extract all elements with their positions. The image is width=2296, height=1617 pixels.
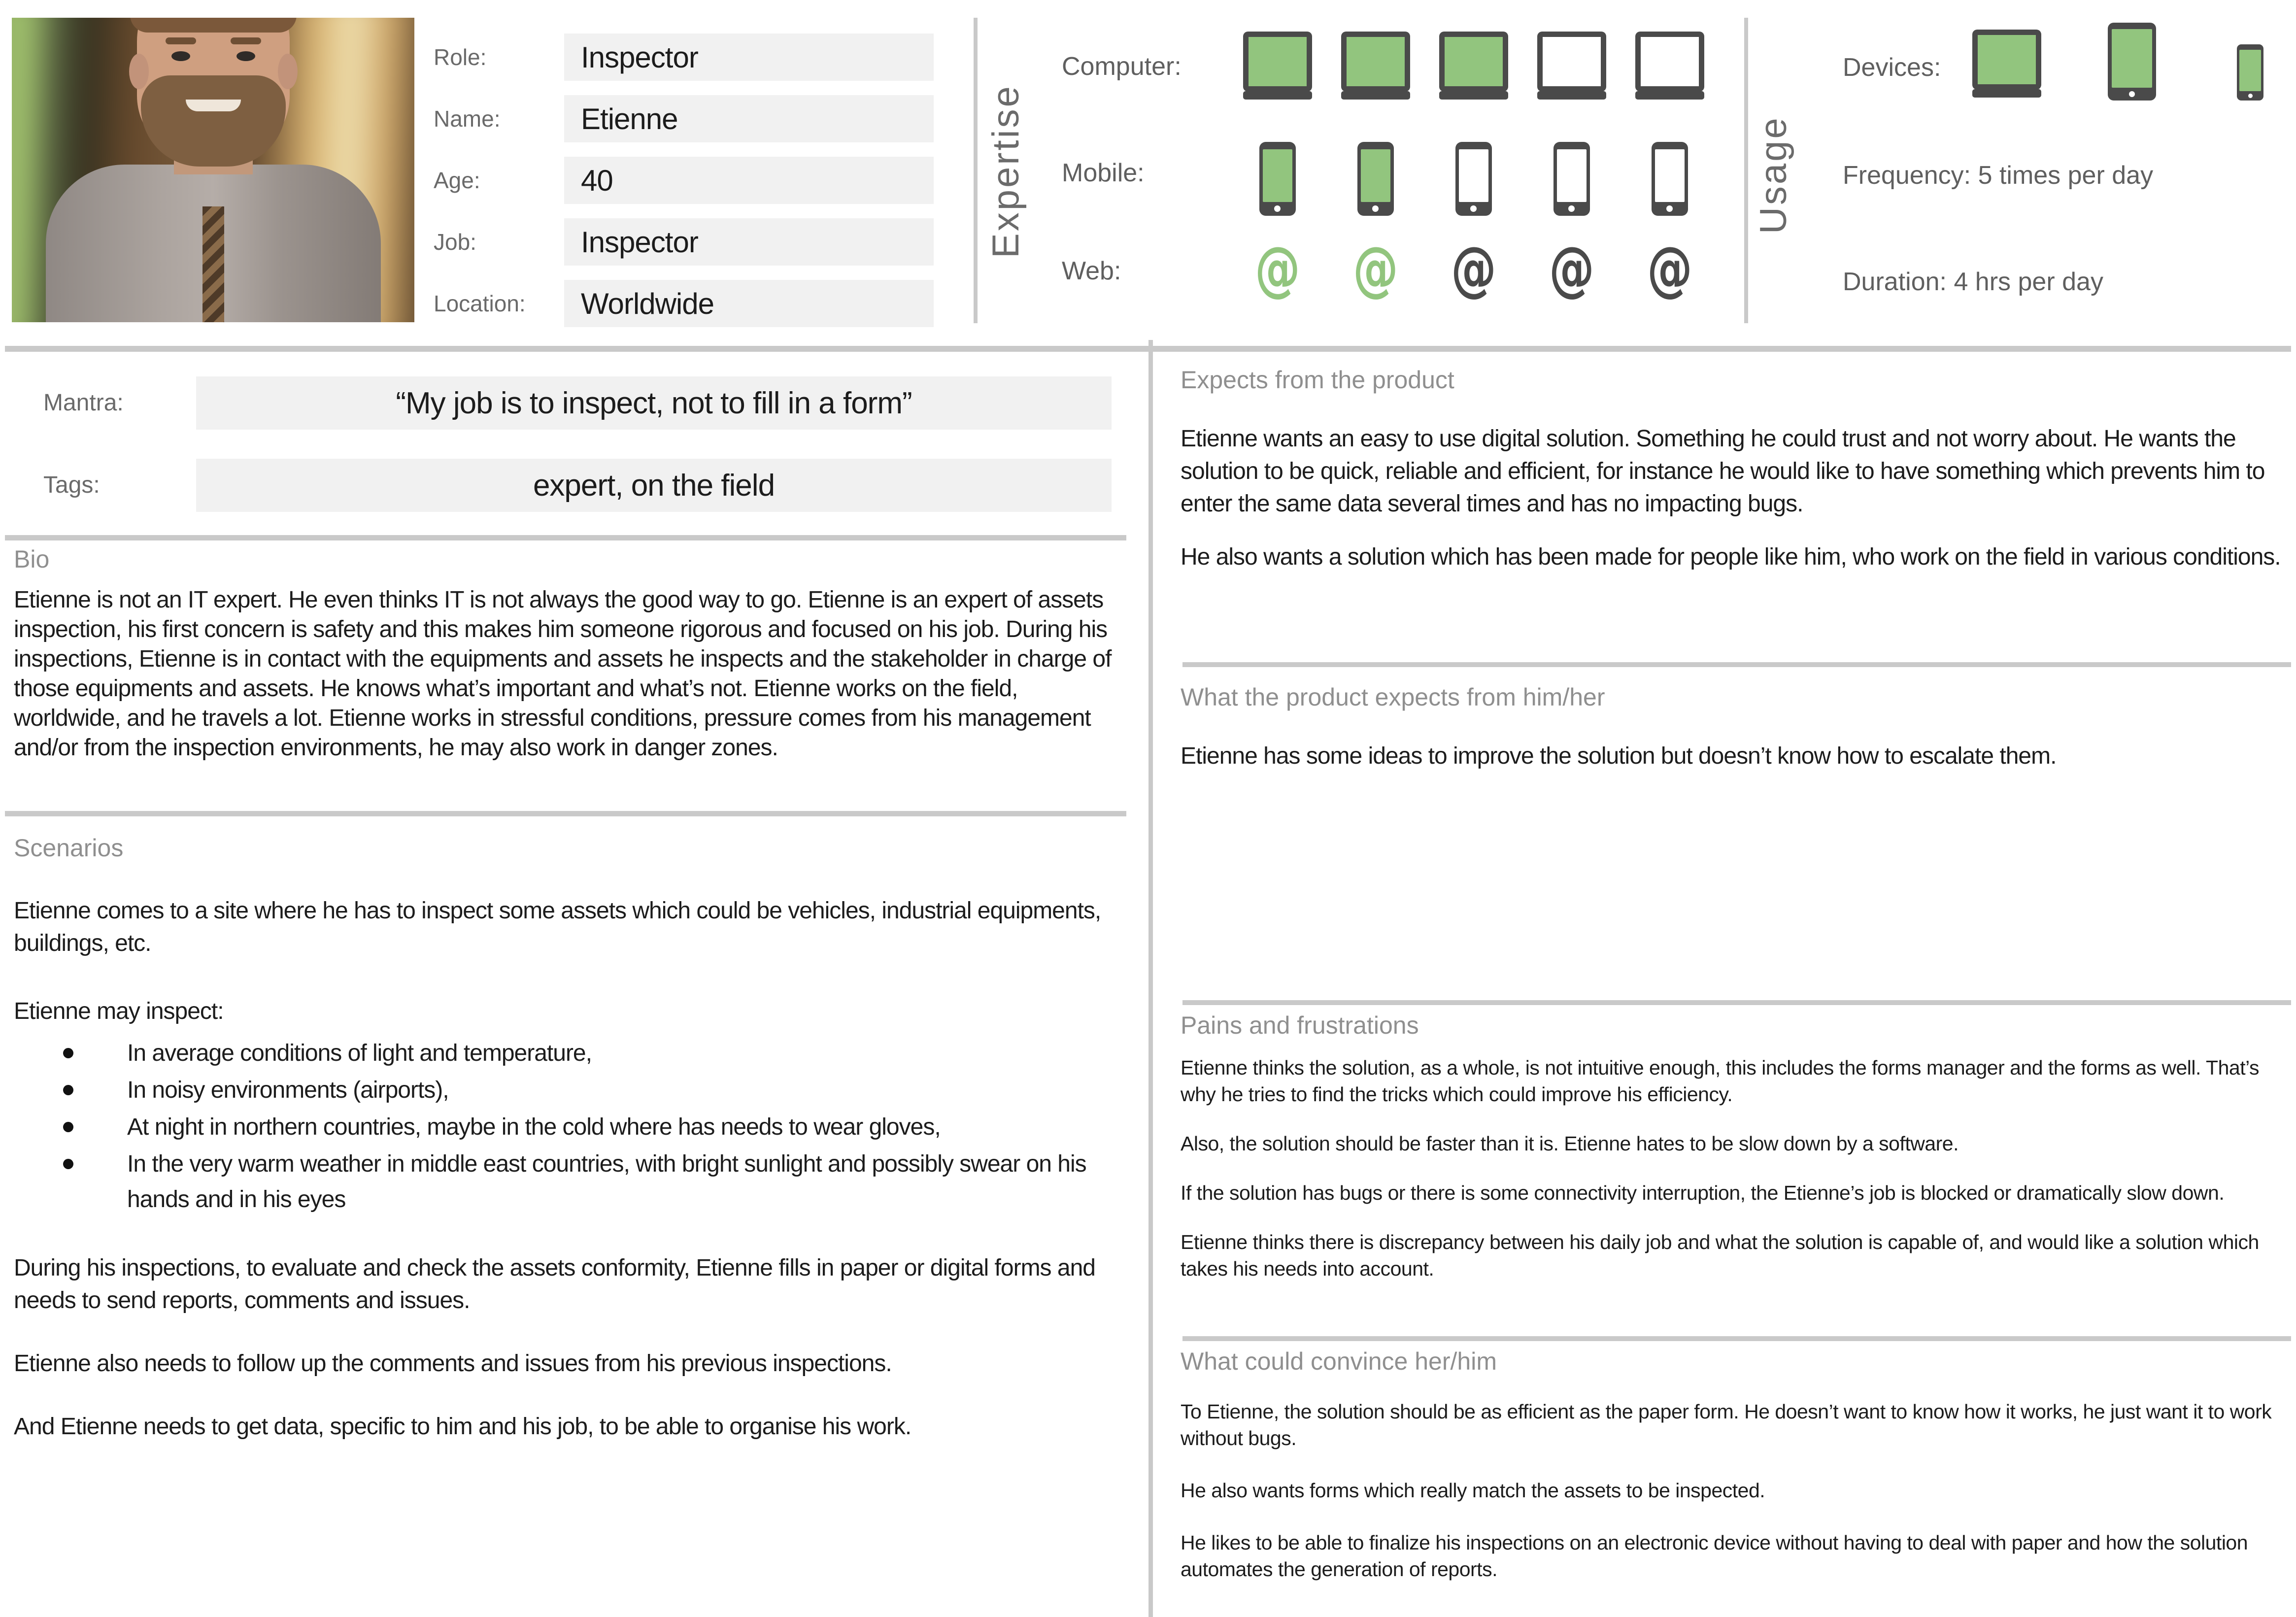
section-what-could-convince — [1181, 1347, 2290, 1608]
bullet-icon — [63, 1159, 73, 1169]
section-title: Pains and frustrations — [1181, 1011, 1419, 1039]
bullet-text: In average conditions of light and temperature, — [127, 1040, 592, 1066]
paragraph: Etienne thinks the solution, as a whole, is not intuitive enough, this includes the forms manager and the forms as well. That’s why he tries to find the tricks which could improve his efficiency. — [1181, 1056, 2259, 1106]
rating-slot — [1326, 32, 1424, 105]
scenario-bullet-list — [14, 1036, 1122, 1217]
section-expects-from-product — [1181, 366, 2290, 594]
person-eye — [236, 51, 255, 61]
scenario-bullet-item — [14, 1110, 1122, 1145]
header-bottom-divider — [5, 346, 2291, 352]
desktop-icon — [1972, 30, 2041, 103]
bullet-text: In noisy environments (airports), — [127, 1077, 449, 1103]
bullet-text: At night in northern countries, maybe in the cold where has needs to wear gloves, — [127, 1114, 941, 1140]
frequency-text: Frequency: 5 times per day — [1843, 161, 2154, 190]
at-sign-icon: @ — [1254, 233, 1300, 304]
section-paragraphs — [1181, 1398, 2290, 1583]
monitor-icon — [1439, 32, 1508, 92]
field-label: Role: — [434, 44, 487, 70]
field-value-box[interactable]: Inspector — [564, 34, 934, 81]
at-sign-icon: @ — [1549, 233, 1594, 304]
photo-person — [46, 46, 381, 322]
scenarios-divider — [5, 811, 1126, 816]
field-label: Age: — [434, 168, 480, 193]
bullet-icon — [63, 1048, 73, 1058]
smartphone-icon — [1259, 142, 1296, 216]
field-label: Location: — [434, 291, 526, 316]
right-divider-1 — [1182, 662, 2291, 667]
mantra-label: Mantra: — [43, 390, 124, 416]
monitor-icon — [1635, 32, 1704, 92]
right-divider-3 — [1182, 1336, 2291, 1341]
scenario-bullet-item — [14, 1146, 1122, 1217]
scenario-bullet-item — [14, 1036, 1122, 1071]
smartphone-icon — [1455, 142, 1492, 216]
rating-slot — [1621, 32, 1719, 105]
paragraph: He also wants a solution which has been made for people like him, who work on the field in various conditions. — [1181, 544, 2281, 570]
tags-label: Tags: — [43, 472, 100, 498]
field-row — [434, 34, 941, 81]
monitor-icon — [1341, 32, 1410, 92]
persona-photo — [12, 18, 414, 322]
paragraph: Etienne has some ideas to improve the solution but doesn’t know how to escalate them. — [1181, 743, 2057, 769]
paragraph: If the solution has bugs or there is some connectivity interruption, the Etienne’s job is blocked or dramatically slow down. — [1181, 1181, 2225, 1204]
devices-label: Devices: — [1843, 53, 1941, 82]
rating-slot — [1522, 142, 1621, 216]
paragraph: He also wants forms which really match the assets to be inspected. — [1181, 1479, 1765, 1502]
field-value-box[interactable]: Etienne — [564, 95, 934, 142]
person-beard — [141, 75, 286, 167]
rating-slot — [1326, 231, 1424, 304]
section-product-expects — [1181, 683, 2290, 793]
mobile-rating — [1228, 142, 1719, 216]
header-divider-2 — [1744, 18, 1748, 323]
tags-field[interactable] — [196, 459, 1112, 512]
at-sign-icon: @ — [1451, 233, 1496, 304]
rating-slot — [1621, 142, 1719, 216]
usage-section-title: Usage — [1753, 116, 1794, 234]
rating-slot — [1424, 142, 1522, 216]
at-sign-icon: @ — [1352, 233, 1398, 304]
tablet-icon — [2108, 23, 2156, 101]
bio-text: Etienne is not an IT expert. He even thinks IT is not always the good way to go. Etienne is an expert of assets inspection, his first concern is safety and this makes him someone rigorous and focused on his job. During his inspections, Etienne is in contact with the equipments and assets he inspects and the stakeholder in charge of those equipments and assets. He knows what’s important and what’s not. Etienne works on the field, worldwide, and he travels a lot. Etienne works in stressful conditions, pressure comes from his management and/or from the inspection environments, he may also work in danger zones. — [14, 587, 1112, 761]
section-title: What the product expects from him/her — [1181, 683, 1605, 711]
rating-slot — [1522, 32, 1621, 105]
field-row — [434, 280, 941, 327]
paragraph: Etienne wants an easy to use digital solution. Something he could trust and not worry about. He wants the solution to be quick, reliable and efficient, for instance he would like to have something which prevents him to enter the same data several times and has no impacting bugs. — [1181, 426, 2265, 517]
person-shirt-pattern — [203, 206, 224, 322]
section-pains-frustrations — [1181, 1011, 2290, 1305]
tags-value: expert, on the field — [533, 468, 775, 503]
scenarios-paragraph: During his inspections, to evaluate and check the assets conformity, Etienne fills in paper or digital forms and needs to send reports, comments and issues. — [14, 1255, 1095, 1314]
paragraph: Also, the solution should be faster than it is. Etienne hates to be slow down by a software. — [1181, 1132, 1959, 1155]
rating-slot — [1326, 142, 1424, 216]
section-title: Expects from the product — [1181, 366, 1454, 394]
bullet-icon — [63, 1085, 73, 1095]
mantra-field[interactable] — [196, 376, 1112, 430]
paragraph: To Etienne, the solution should be as efficient as the paper form. He doesn’t want to know how it works, he just want it to work without bugs. — [1181, 1400, 2272, 1449]
person-head — [137, 18, 290, 160]
rating-slot — [1228, 32, 1326, 105]
scenarios-paragraph: Etienne also needs to follow up the comments and issues from his previous inspections. — [14, 1350, 892, 1377]
rating-slot — [1424, 231, 1522, 304]
web-row-label: Web: — [1062, 257, 1121, 285]
field-row — [434, 157, 941, 204]
bio-divider — [5, 535, 1126, 540]
rating-slot — [1621, 231, 1719, 304]
monitor-icon — [1537, 32, 1606, 92]
section-paragraphs — [1181, 1054, 2290, 1282]
person-hair — [130, 18, 297, 33]
field-label: Job: — [434, 229, 476, 255]
field-value-box[interactable]: Inspector — [564, 218, 934, 266]
rating-slot — [1228, 142, 1326, 216]
profile-fields — [434, 34, 941, 341]
rating-slot — [1424, 32, 1522, 105]
smartphone-icon — [1652, 142, 1688, 216]
computer-rating — [1228, 32, 1719, 105]
field-row — [434, 95, 941, 142]
bio-section-title: Bio — [14, 545, 50, 573]
field-value-box[interactable]: Worldwide — [564, 280, 934, 327]
smartphone-icon — [1553, 142, 1590, 216]
web-rating — [1228, 231, 1719, 304]
scenarios-may-inspect: Etienne may inspect: — [14, 998, 224, 1024]
paragraph: He likes to be able to finalize his inspections on an electronic device without having to deal with paper and how the solution automates the generation of reports. — [1181, 1531, 2248, 1581]
scenarios-content — [14, 895, 1122, 1474]
mantra-value: “My job is to inspect, not to fill in a form” — [396, 386, 912, 420]
rating-slot — [1522, 231, 1621, 304]
scenarios-paragraph: And Etienne needs to get data, specific to him and his job, to be able to organise his work. — [14, 1414, 912, 1440]
scenarios-intro: Etienne comes to a site where he has to inspect some assets which could be vehicles, industrial equipments, buildings, etc. — [14, 898, 1101, 956]
rating-slot — [1228, 231, 1326, 304]
section-paragraphs — [1181, 423, 2290, 573]
computer-row-label: Computer: — [1062, 52, 1182, 81]
bullet-text: In the very warm weather in middle east countries, with bright sunlight and possibly swear on his hands and in his eyes — [127, 1151, 1086, 1213]
mobile-row-label: Mobile: — [1062, 159, 1145, 187]
duration-text: Duration: 4 hrs per day — [1843, 268, 2103, 296]
field-value-box[interactable]: 40 — [564, 157, 934, 204]
bullet-icon — [63, 1122, 73, 1132]
field-row — [434, 218, 941, 266]
at-sign-icon: @ — [1647, 233, 1692, 304]
smartphone-icon — [1357, 142, 1394, 216]
column-divider — [1148, 340, 1153, 1617]
section-paragraphs — [1181, 740, 2290, 773]
scenarios-section-title: Scenarios — [14, 834, 124, 862]
person-eye — [171, 51, 190, 61]
person-smile — [186, 100, 241, 111]
monitor-icon — [1243, 32, 1312, 92]
smartphone-icon — [2237, 44, 2263, 101]
section-title: What could convince her/him — [1181, 1348, 1497, 1375]
header-divider-1 — [974, 18, 978, 323]
paragraph: Etienne thinks there is discrepancy between his daily job and what the solution is capable of, and would like a solution which takes his needs into account. — [1181, 1231, 2259, 1280]
scenario-bullet-item — [14, 1073, 1122, 1108]
expertise-section-title: Expertise — [985, 84, 1027, 259]
field-label: Name: — [434, 106, 501, 132]
right-divider-2 — [1182, 1000, 2291, 1005]
